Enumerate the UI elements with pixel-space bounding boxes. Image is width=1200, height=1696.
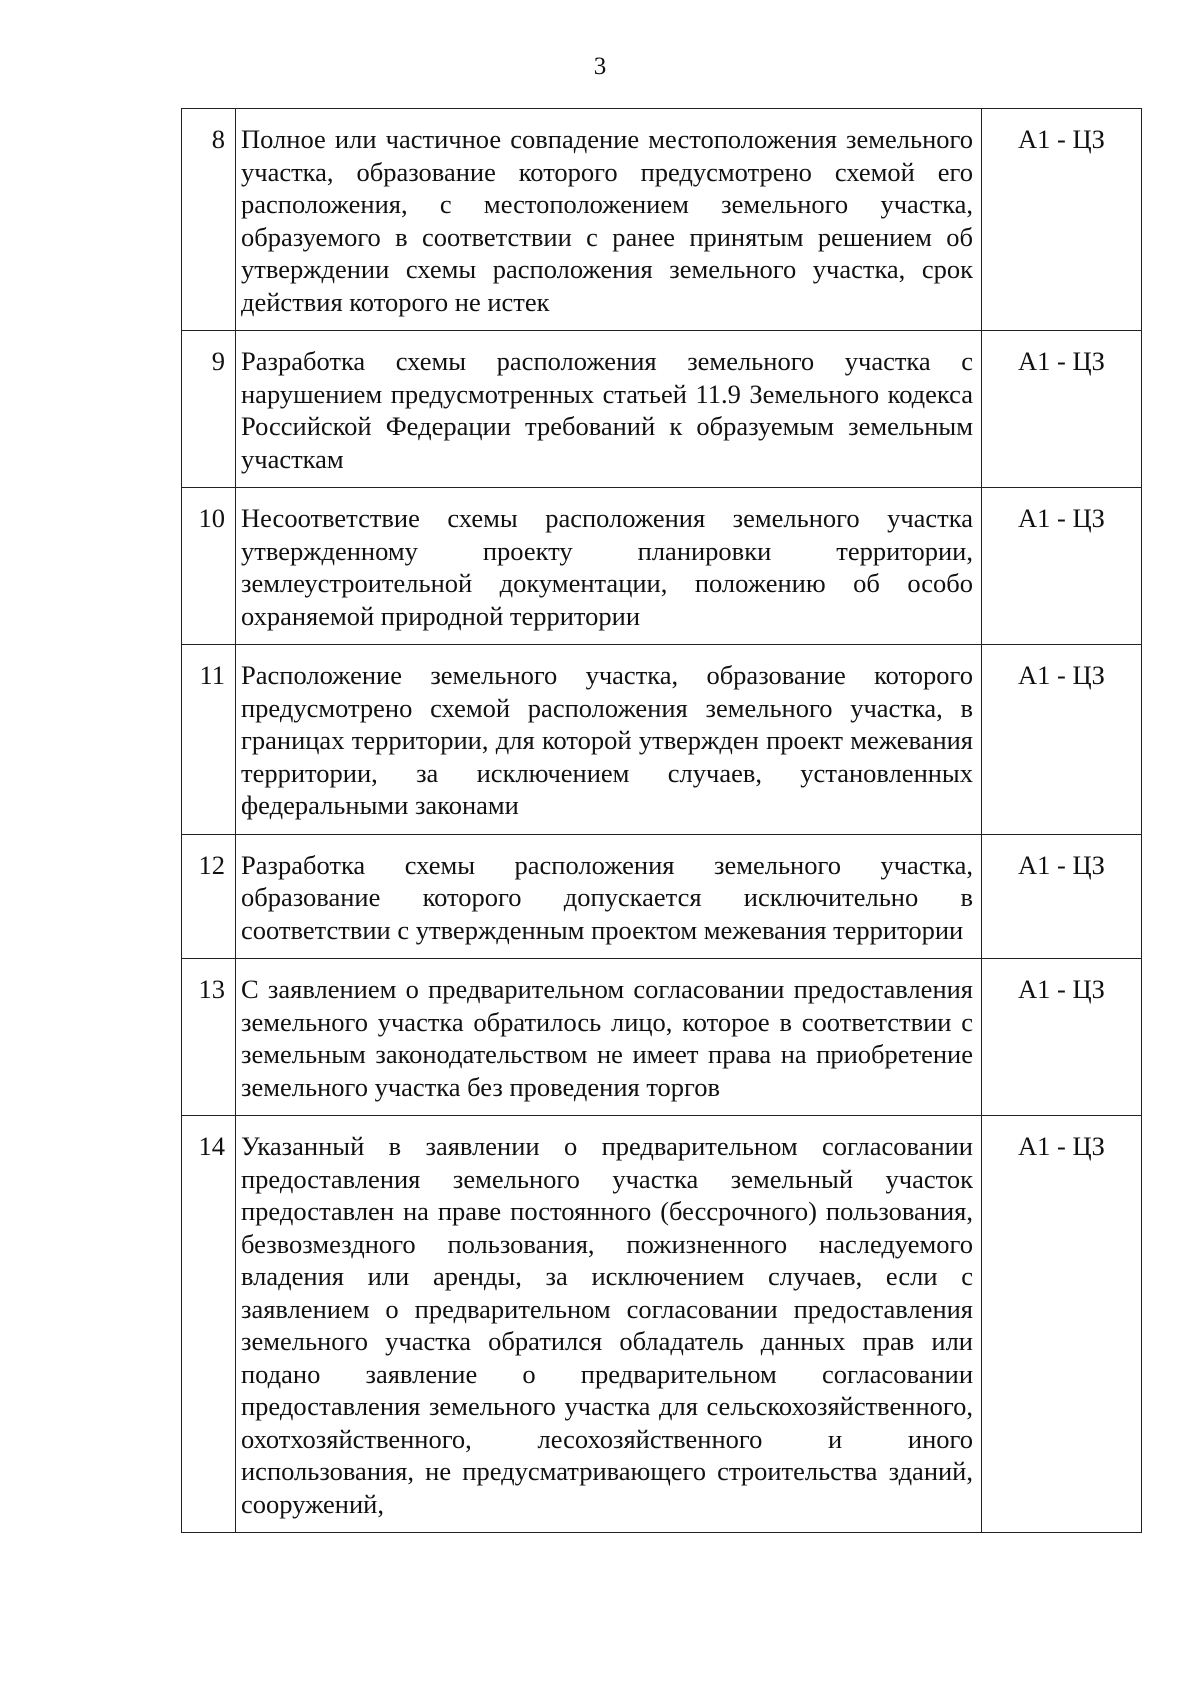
row-number: 11 bbox=[182, 645, 236, 835]
row-text: Разработка схемы расположения земельного участка, образование которого допускается исключительно в соответствии с утвержденным проектом межевания территории bbox=[236, 834, 982, 959]
row-code: А1 - ЦЗ bbox=[982, 1116, 1142, 1533]
row-text: С заявлением о предварительном согласовании предоставления земельного участка обратилось лицо, которое в соответствии с земельным законодательством не имеет права на приобретение земельного участка без проведения торгов bbox=[236, 959, 982, 1116]
row-code: А1 - ЦЗ bbox=[982, 959, 1142, 1116]
table-row bbox=[182, 959, 1142, 1116]
row-number: 10 bbox=[182, 488, 236, 645]
row-code: А1 - ЦЗ bbox=[982, 109, 1142, 331]
row-text: Полное или частичное совпадение местоположения земельного участка, образование которого предусмотрено схемой его расположения, с местоположением земельного участка, образуемого в соответствии с ранее принятым решением об утверждении схемы расположения земельного участка, срок действия которого не истек bbox=[236, 109, 982, 331]
table-row bbox=[182, 645, 1142, 835]
row-code: А1 - ЦЗ bbox=[982, 834, 1142, 959]
row-text: Несоответствие схемы расположения земельного участка утвержденному проекту планировки территории, землеустроительной документации, положению об особо охраняемой природной территории bbox=[236, 488, 982, 645]
row-number: 12 bbox=[182, 834, 236, 959]
row-text: Указанный в заявлении о предварительном согласовании предоставления земельного участка земельный участок предоставлен на праве постоянного (бессрочного) пользования, безвозмездного пользования, пожизненного наследуемого владения или аренды, за исключением случаев, если с заявлением о предварительном согласовании предоставления земельного участка обратился обладатель данных прав или подано заявление о предварительном согласовании предоставления земельного участка для сельскохозяйственного, охотхозяйственного, лесохозяйственного и иного использования, не предусматривающего строительства зданий, сооружений, bbox=[236, 1116, 982, 1533]
table-row bbox=[182, 488, 1142, 645]
grounds-table bbox=[181, 108, 1142, 1533]
table-row bbox=[182, 109, 1142, 331]
table-row bbox=[182, 1116, 1142, 1533]
page-number: 3 bbox=[593, 53, 607, 80]
row-number: 13 bbox=[182, 959, 236, 1116]
row-text: Расположение земельного участка, образование которого предусмотрено схемой расположения земельного участка, в границах территории, для которой утвержден проект межевания территории, за исключением случаев, установленных федеральными законами bbox=[236, 645, 982, 835]
row-code: А1 - ЦЗ bbox=[982, 488, 1142, 645]
row-text: Разработка схемы расположения земельного участка с нарушением предусмотренных статьей 11.9 Земельного кодекса Российской Федерации требований к образуемым земельным участкам bbox=[236, 331, 982, 488]
table-row bbox=[182, 331, 1142, 488]
row-number: 9 bbox=[182, 331, 236, 488]
row-number: 8 bbox=[182, 109, 236, 331]
row-number: 14 bbox=[182, 1116, 236, 1533]
row-code: А1 - ЦЗ bbox=[982, 331, 1142, 488]
table-row bbox=[182, 834, 1142, 959]
row-code: А1 - ЦЗ bbox=[982, 645, 1142, 835]
